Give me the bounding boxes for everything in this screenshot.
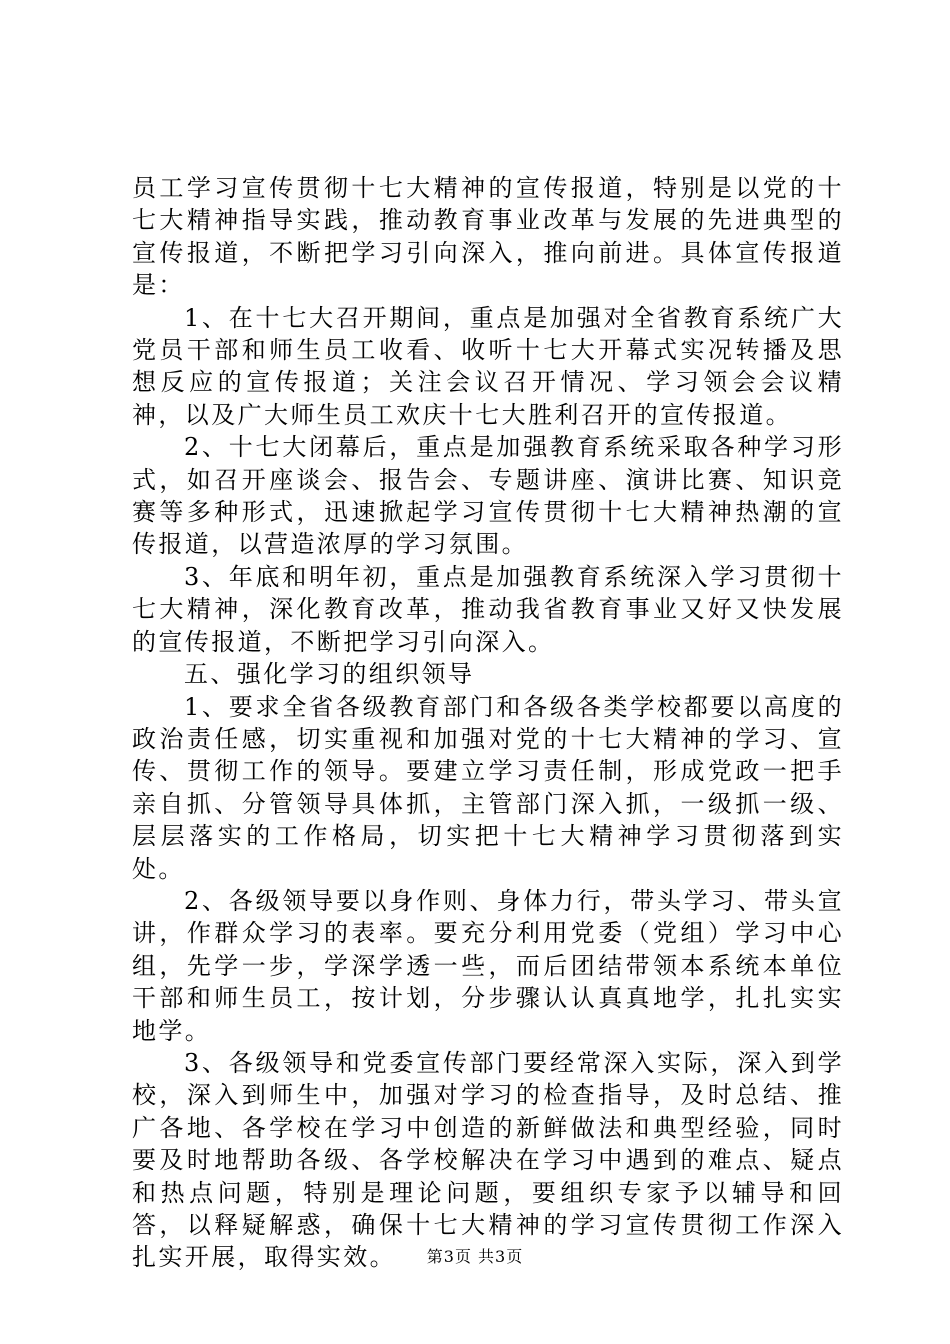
page-number-label: 第3页 共3页 xyxy=(426,1247,524,1266)
paragraph-item-2: 2、十七大闭幕后，重点是加强教育系统采取各种学习形式，如召开座谈会、报告会、专题讲座、演讲比赛、知识竞赛等多种形式，迅速掀起学习宣传贯彻十七大精神热潮的宣传报道，以营造浓厚的学习氛围。 xyxy=(132,433,844,559)
paragraph-section5-item-3: 3、各级领导和党委宣传部门要经常深入实际，深入到学校，深入到师生中，加强对学习的检查指导，及时总结、推广各地、各学校在学习中创造的新鲜做法和典型经验，同时要及时地帮助各级、各学校解决在学习中遇到的难点、疑点和热点问题，特别是理论问题，要组织专家予以辅导和回答，以释疑解惑，确保十七大精神的学习宣传贯彻工作深入扎实开展，取得实效。 xyxy=(132,1048,844,1272)
section-heading-5: 五、强化学习的组织领导 xyxy=(184,660,475,689)
paragraph-item-3: 3、年底和明年初，重点是加强教育系统深入学习贯彻十七大精神，深化教育改革，推动我省教育事业又好又快发展的宣传报道，不断把学习引向深入。 xyxy=(132,562,844,656)
paragraph-continuation: 员工学习宣传贯彻十七大精神的宣传报道，特别是以党的十七大精神指导实践，推动教育事业改革与发展的先进典型的宣传报道，不断把学习引向深入，推向前进。具体宣传报道是： xyxy=(132,174,844,300)
document-body xyxy=(132,172,844,1274)
page-footer xyxy=(0,1244,950,1267)
paragraph-section5-item-2: 2、各级领导要以身作则、身体力行，带头学习、带头宣讲，作群众学习的表率。要充分利用党委（党组）学习中心组，先学一步，学深学透一些，而后团结带领本系统本单位干部和师生员工，按计划，分步骤认认真真地学，扎扎实实地学。 xyxy=(132,886,844,1045)
paragraph-section5-item-1: 1、要求全省各级教育部门和各级各类学校都要以高度的政治责任感，切实重视和加强对党的十七大精神的学习、宣传、贯彻工作的领导。要建立学习责任制，形成党政一把手亲自抓、分管领导具体抓，主管部门深入抓，一级抓一级、层层落实的工作格局，切实把十七大精神学习贯彻落到实处。 xyxy=(132,692,844,883)
paragraph-item-1: 1、在十七大召开期间，重点是加强对全省教育系统广大党员干部和师生员工收看、收听十七大开幕式实况转播及思想反应的宣传报道；关注会议召开情况、学习领会会议精神，以及广大师生员工欢庆十七大胜利召开的宣传报道。 xyxy=(132,303,844,429)
